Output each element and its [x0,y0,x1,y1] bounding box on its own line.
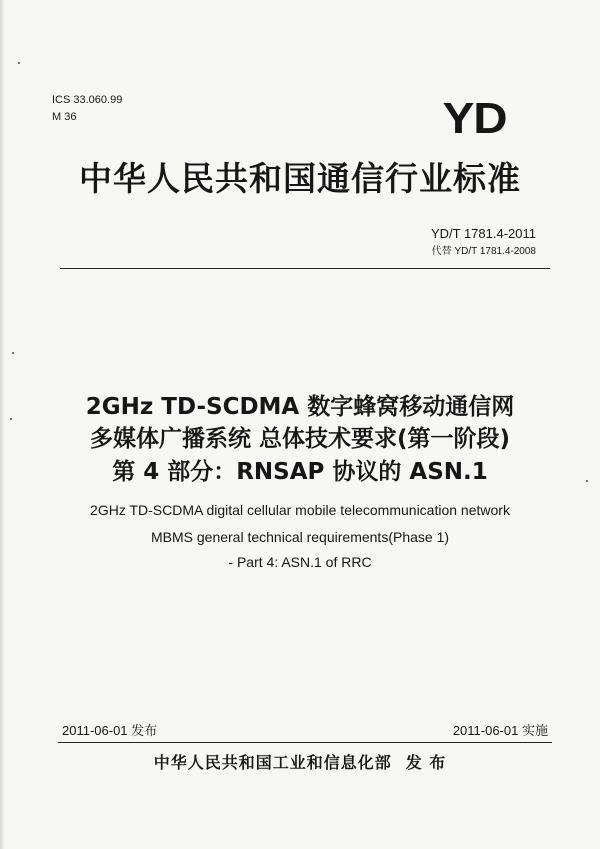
implement-date-line [453,723,548,740]
scan-speck [18,62,20,64]
en-title-line-2: MBMS general technical requirements(Phase 1) [150,529,450,545]
replaces-number: YD/T 1781.4-2008 [454,246,536,257]
yd-logo: YD [442,94,507,143]
footer-rule [58,742,552,743]
header-rule [60,268,550,269]
publish-date: 2011-06-01 [62,723,128,738]
classification-code: M 36 [52,111,77,123]
standard-category-title: 中华人民共和国通信行业标准 [79,159,521,198]
en-title-line-3: - Part 4: ASN.1 of RRC [228,554,372,570]
issuer-verb: 发 布 [405,753,447,772]
cn-title-line-2: 多媒体广播系统 总体技术要求(第一阶段) [89,426,511,452]
issuer-line [0,752,600,774]
ics-code: ICS 33.060.99 [52,94,123,106]
replaces-label: 代替 [431,246,452,257]
scan-speck [586,480,588,482]
replaces-line [432,246,536,258]
implement-date: 2011-06-01 [452,723,519,738]
scan-speck [10,418,12,420]
publish-label: 发布 [131,724,158,739]
standard-number: YD/T 1781.4-2011 [430,226,536,241]
cn-title-line-1: 2GHz TD-SCDMA 数字蜂窝移动通信网 [85,394,515,420]
cn-title-line-3: 第 4 部分：RNSAP 协议的 ASN.1 [112,459,488,485]
publish-date-line [62,723,157,740]
scan-speck [12,352,14,354]
en-title-line-1: 2GHz TD-SCDMA digital cellular mobile telecommunication network [90,502,510,518]
issuer-name: 中华人民共和国工业和信息化部 [153,753,392,772]
implement-label: 实施 [521,724,548,739]
